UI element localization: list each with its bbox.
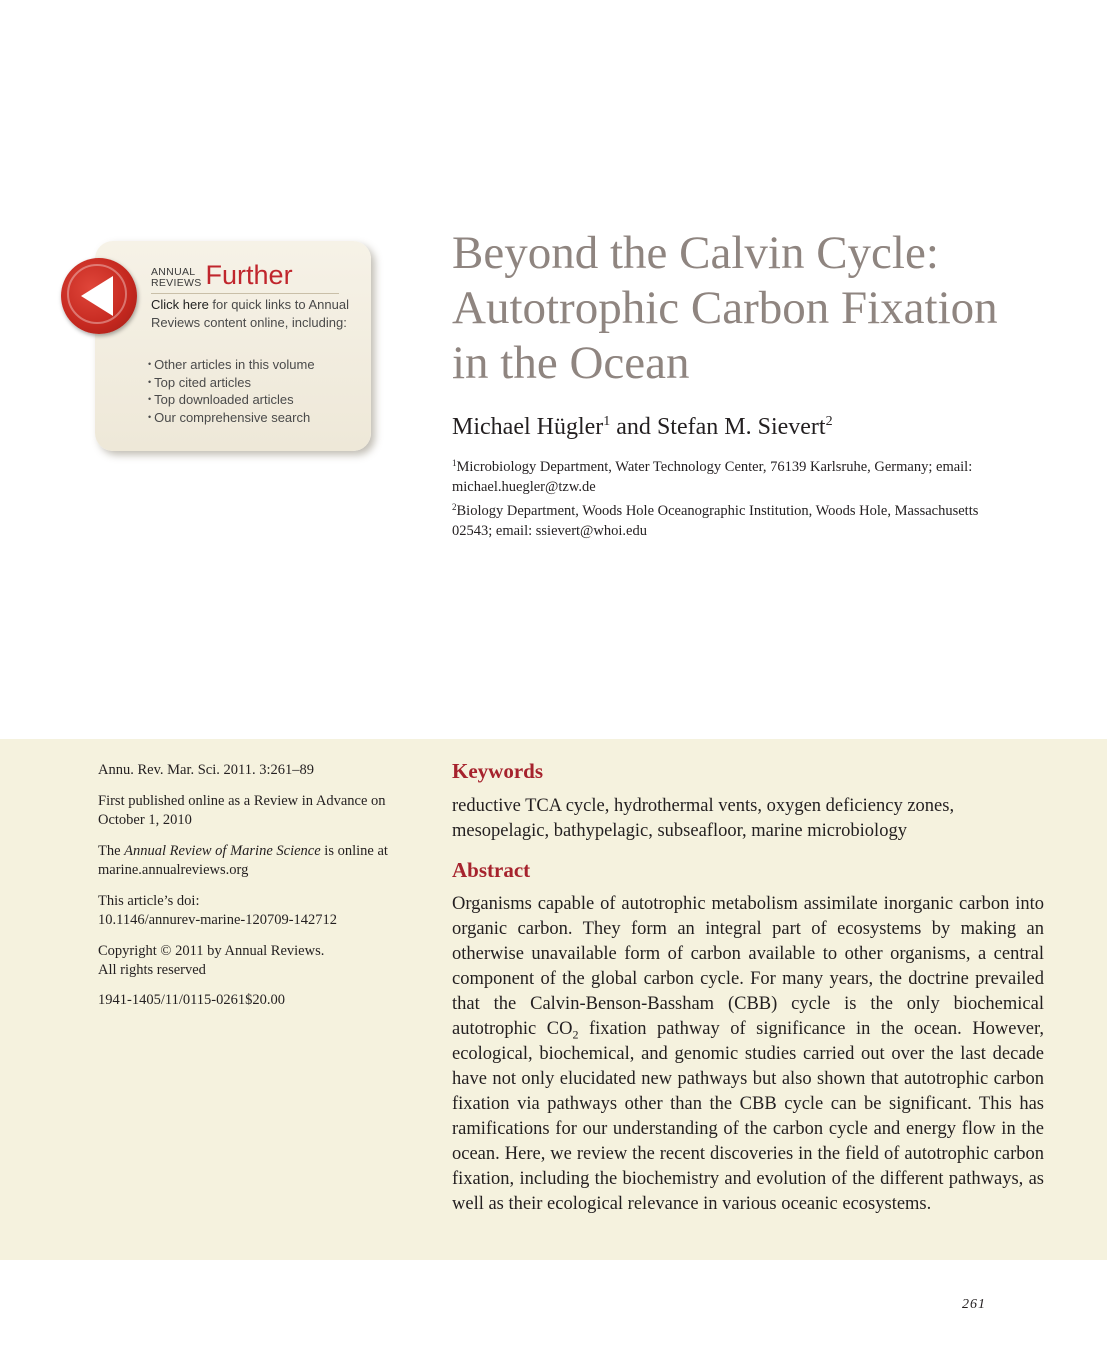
issn: 1941-1405/11/0115-0261$20.00 [98, 992, 286, 1008]
article-title [452, 226, 1072, 391]
brand-annual: ANNUAL [151, 266, 196, 278]
back-arrow-icon[interactable] [61, 258, 137, 334]
citation: Annu. Rev. Mar. Sci. 2011. 3:261–89 [98, 762, 315, 778]
further-divider [151, 293, 339, 294]
further-description-text: for quick links to Annual Reviews content online, including: [151, 297, 349, 330]
keywords-heading: Keywords [452, 759, 543, 783]
doi-link[interactable]: 10.1146/annurev-marine-120709-142712 [98, 912, 338, 928]
further-description [151, 296, 351, 331]
page-number: 261 [962, 1297, 986, 1312]
doi: This article’s doi: 10.1146/annurev-marine-120709-142712 [98, 892, 418, 930]
further-link-top-cited[interactable]: • Top cited articles [148, 374, 315, 392]
authors: Michael Hügler$^1$ and Stefan M. Sievert$^2$ [452, 414, 833, 440]
journal-name: Annual Review of Marine Science [124, 843, 321, 859]
title-line-2: Autotrophic Carbon Fixation [452, 282, 998, 334]
brand-reviews: REVIEWS [151, 277, 202, 289]
affiliation-1: $^1$Microbiology Department, Water Technology Center, 76139 Karlsruhe, Germany; email: michael.huegler@tzw.de [452, 458, 973, 495]
annual-reviews-further-logo [151, 262, 293, 289]
click-here-link[interactable]: Click here [151, 297, 209, 312]
abstract-text: Organisms capable of autotrophic metabolism assimilate inorganic carbon into organic carbon. They form an integral part of ecosystems by making an otherwise unavailable form of carbon available to other organisms, a central component of the global carbon cycle. For many years, the doctrine prevailed that the Calvin-Benson-Bassham (CBB) cycle is the only biochemical autotrophic $CO_2$ fixation pathway of significance in the ocean. However, ecological, biochemical, and genomic studies carried out over the last decade have not only elucidated new pathways but also shown that autotrophic carbon fixation via pathways other than the CBB cycle can be significant. This has ramifications for our understanding of the carbon cycle and energy flow in the ocean. Here, we review the recent discoveries in the field of autotrophic carbon fixation, including the biochemistry and evolution of the different pathways, as well as their ecological relevance in various oceanic ecosystems. [452, 894, 1045, 1214]
author-2: Stefan M. Sievert [656, 414, 826, 440]
keywords-text: reductive TCA cycle, hydrothermal vents, oxygen deficiency zones, mesopelagic, bathypelagic, subseafloor, marine microbiology [452, 796, 955, 841]
further-link-top-downloaded[interactable]: • Top downloaded articles [148, 391, 315, 409]
title-line-1: Beyond the Calvin Cycle: [452, 227, 939, 279]
online-note: The Annual Review of Marine Science is online at marine.annualreviews.org [98, 843, 388, 878]
author-1: Michael Hügler [452, 414, 604, 440]
copyright: Copyright © 2011 by Annual Reviews. All rights reserved [98, 943, 325, 978]
affiliation-2: $^2$Biology Department, Woods Hole Oceanographic Institution, Woods Hole, Massachusetts 02543; email: ssievert@whoi.edu [452, 502, 979, 539]
further-link-other-articles[interactable]: • Other articles in this volume [148, 356, 315, 374]
brand-further: Further [205, 260, 293, 290]
title-line-3: in the Ocean [452, 337, 690, 389]
first-published: First published online as a Review in Advance on October 1, 2010 [98, 793, 386, 828]
abstract-heading: Abstract [452, 858, 531, 882]
further-links-list [148, 356, 315, 426]
further-link-search[interactable]: • Our comprehensive search [148, 409, 315, 427]
